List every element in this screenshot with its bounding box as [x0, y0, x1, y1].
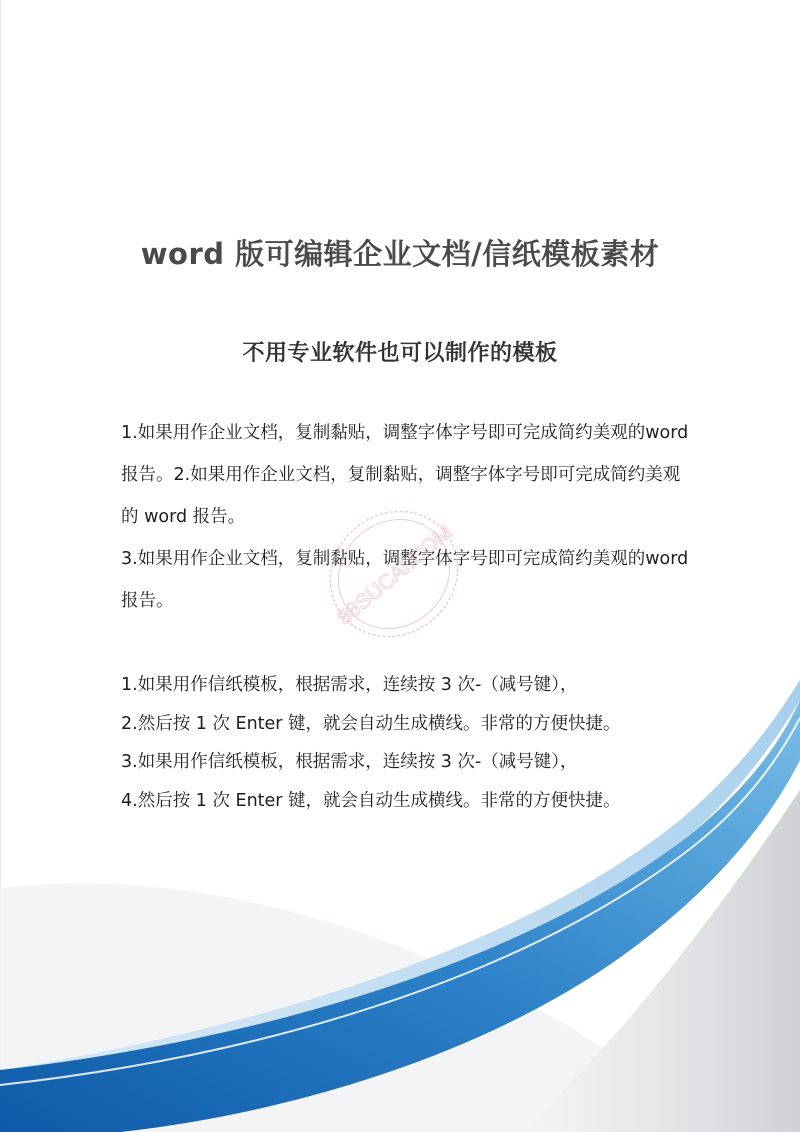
paragraph: 3.如果用作信纸模板，根据需求，连续按 3 次-（减号键）， [121, 752, 578, 772]
instructions-section-letterhead [121, 666, 691, 820]
document-title: word 版可编辑企业文档/信纸模板素材 [140, 237, 660, 271]
paragraph: 3.如果用作企业文档，复制黏贴，调整字体字号即可完成简约美观的word 报告。 [121, 549, 689, 611]
document-subtitle: 不用专业软件也可以制作的模板 [242, 341, 558, 366]
paragraph: 1.如果用作信纸模板，根据需求，连续按 3 次-（减号键）， [121, 675, 578, 695]
paragraph: 4.然后按 1 次 Enter 键，就会自动生成横线。非常的方便快捷。 [121, 790, 621, 811]
watermark-stamp [320, 500, 468, 648]
paragraph: 1.如果用作企业文档，复制黏贴，调整字体字号即可完成简约美观的word 报告。2.如果用作企业文档，复制黏贴，调整字体字号即可完成简约美观的 word 报告。 [121, 423, 689, 527]
paragraph: 2.然后按 1 次 Enter 键，就会自动生成横线。非常的方便快捷。 [121, 713, 621, 734]
svg-text:88SUCAI.COM: 88SUCAI.COM [333, 520, 457, 630]
